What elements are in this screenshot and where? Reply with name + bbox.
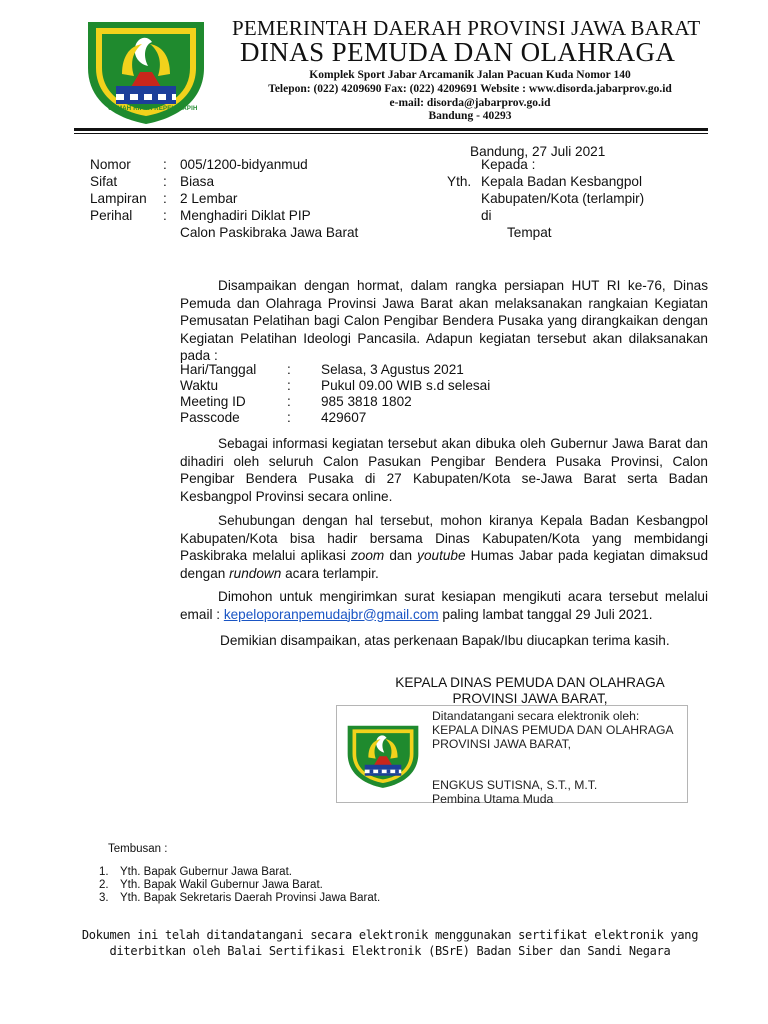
schedule-value-date: Selasa, 3 Agustus 2021 [321, 362, 464, 377]
paragraph-information: Sebagai informasi kegiatan tersebut akan dibuka oleh Gubernur Jawa Barat dan dihadiri oleh seluruh Calon Pasukan Pengibar Bendera Pusaka Provinsi, Calon Pengibar Bendera Pusaka di 27 Kabupaten/Kota se-Jawa Barat serta Badan Kesbangpol Provinsi secara online. [180, 436, 708, 504]
schedule-colon: : [287, 410, 291, 425]
meta-label-perihal: Perihal [90, 208, 133, 223]
header-email: e-mail: disorda@jabarprov.go.id [389, 97, 551, 109]
meta-value-perihal: Menghadiri Diklat PIP [180, 208, 311, 223]
schedule-value-passcode: 429607 [321, 410, 367, 425]
e-signature-title-line1: KEPALA DINAS PEMUDA DAN OLAHRAGA [432, 723, 674, 737]
recipient-line1: Kepala Badan Kesbangpol [481, 174, 642, 189]
recipient-di: di [481, 208, 492, 223]
schedule-value-meeting-id: 985 3818 1802 [321, 394, 412, 409]
text-zoom: zoom [351, 548, 385, 563]
text-youtube: youtube [417, 548, 466, 563]
meta-value-sifat: Biasa [180, 174, 215, 189]
header-office: DINAS PEMUDA DAN OLAHRAGA [240, 37, 676, 67]
meta-label-sifat: Sifat [90, 174, 118, 189]
meta-value-nomor: 005/1200-bidyanmud [180, 157, 308, 172]
meta-colon: : [163, 191, 167, 206]
schedule-colon: : [287, 378, 291, 393]
meta-value-perihal-line2: Calon Paskibraka Jawa Barat [180, 225, 359, 240]
footer-line1: Dokumen ini telah ditandatangani secara elektronik menggunakan sertifikat elektronik yang [81, 928, 699, 942]
e-signature-logo [344, 716, 422, 794]
header-phone: Telepon: (022) 4209690 Fax: (022) 4209691 Website : www.disorda.jabarprov.go.id [268, 83, 672, 95]
paragraph-opening: Disampaikan dengan hormat, dalam rangka persiapan HUT RI ke-76, Dinas Pemuda dan Olahraga Provinsi Jawa Barat akan melaksanakan rangkaian Kegiatan Pemusatan Pelatihan bagi Calon Pengibar Bendera Pusaka yang dirangkaikan dengan Kegiatan Pelatihan Ideologi Pancasila. Adapun kegiatan tersebut akan dilaksanakan pada : [180, 278, 708, 363]
schedule-label-passcode: Passcode [180, 410, 240, 425]
tembusan-heading: Tembusan : [108, 843, 168, 855]
recipient-kepada: Kepada : [481, 157, 536, 172]
paragraph-closing: Demikian disampaikan, atas perkenaan Bapak/Ibu diucapkan terima kasih. [220, 633, 670, 648]
meta-colon: : [163, 174, 167, 189]
tembusan-item: Yth. Bapak Gubernur Jawa Barat. [120, 866, 292, 878]
signature-title-line1: KEPALA DINAS PEMUDA DAN OLAHRAGA [395, 675, 665, 690]
e-signature-title-line2: PROVINSI JAWA BARAT, [432, 737, 572, 751]
text-rundown: rundown [229, 565, 282, 581]
meta-colon: : [163, 208, 167, 223]
tembusan-item: Yth. Bapak Wakil Gubernur Jawa Barat. [120, 879, 323, 891]
header-rule-thin [74, 133, 708, 134]
schedule-value-time: Pukul 09.00 WIB s.d selesai [321, 378, 491, 393]
paragraph-request: Sehubungan dengan hal tersebut, mohon kiranya Kepala Badan Kesbangpol Kabupaten/Kota bisa hadir bersama Dinas Kabupaten/Kota yang membidangi Paskibraka melalui aplikasi zoom dan youtube Humas Jabar pada kegiatan dimaksud dengan rundown acara terlampir. [180, 513, 709, 581]
schedule-label-meeting-id: Meeting ID [180, 394, 246, 409]
signer-name: ENGKUS SUTISNA, S.T., M.T. [432, 778, 598, 792]
email-link[interactable]: kepeloporanpemudajbr@gmail.com [223, 606, 439, 622]
schedule-colon: : [287, 362, 291, 377]
signer-rank: Pembina Utama Muda [432, 792, 554, 806]
footer-line2: diterbitkan oleh Balai Sertifikasi Elektronik (BSrE) Badan Siber dan Sandi Negara [109, 944, 671, 958]
tembusan-num: 3. [99, 892, 109, 904]
header-rule-thick [74, 128, 708, 131]
meta-value-lampiran: 2 Lembar [180, 191, 238, 206]
meta-colon: : [163, 157, 167, 172]
signature-title-line2: PROVINSI JAWA BARAT, [452, 691, 608, 706]
logo-motto: GEMAH RIPAH REPEH RAPIH [108, 106, 198, 112]
tembusan-num: 2. [99, 879, 109, 891]
header-government: PEMERINTAH DAERAH PROVINSI JAWA BARAT [232, 16, 701, 40]
letter-date: Bandung, 27 Juli 2021 [470, 144, 606, 159]
schedule-colon: : [287, 394, 291, 409]
recipient-line2: Kabupaten/Kota (terlampir) [481, 191, 645, 206]
paragraph-email: Dimohon untuk mengirimkan surat kesiapan mengikuti acara tersebut melalui email : kepeloporanpemudajbr@gmail.com paling lambat tanggal 29 Juli 2021. [180, 589, 708, 622]
signature-title [360, 675, 700, 707]
header-address: Komplek Sport Jabar Arcamanik Jalan Pacuan Kuda Nomor 140 [309, 69, 631, 81]
tembusan-item: Yth. Bapak Sekretaris Daerah Provinsi Jawa Barat. [120, 892, 381, 904]
e-signature-signed-by: Ditandatangani secara elektronik oleh: [432, 709, 640, 723]
meta-label-nomor: Nomor [90, 157, 131, 172]
schedule-label-time: Waktu [180, 378, 219, 393]
meta-label-lampiran: Lampiran [90, 191, 147, 206]
header-city: Bandung - 40293 [428, 110, 512, 122]
recipient-tempat: Tempat [507, 225, 552, 240]
schedule-label-date: Hari/Tanggal [180, 362, 257, 377]
tembusan-num: 1. [99, 866, 109, 878]
recipient-yth: Yth. [447, 174, 472, 189]
